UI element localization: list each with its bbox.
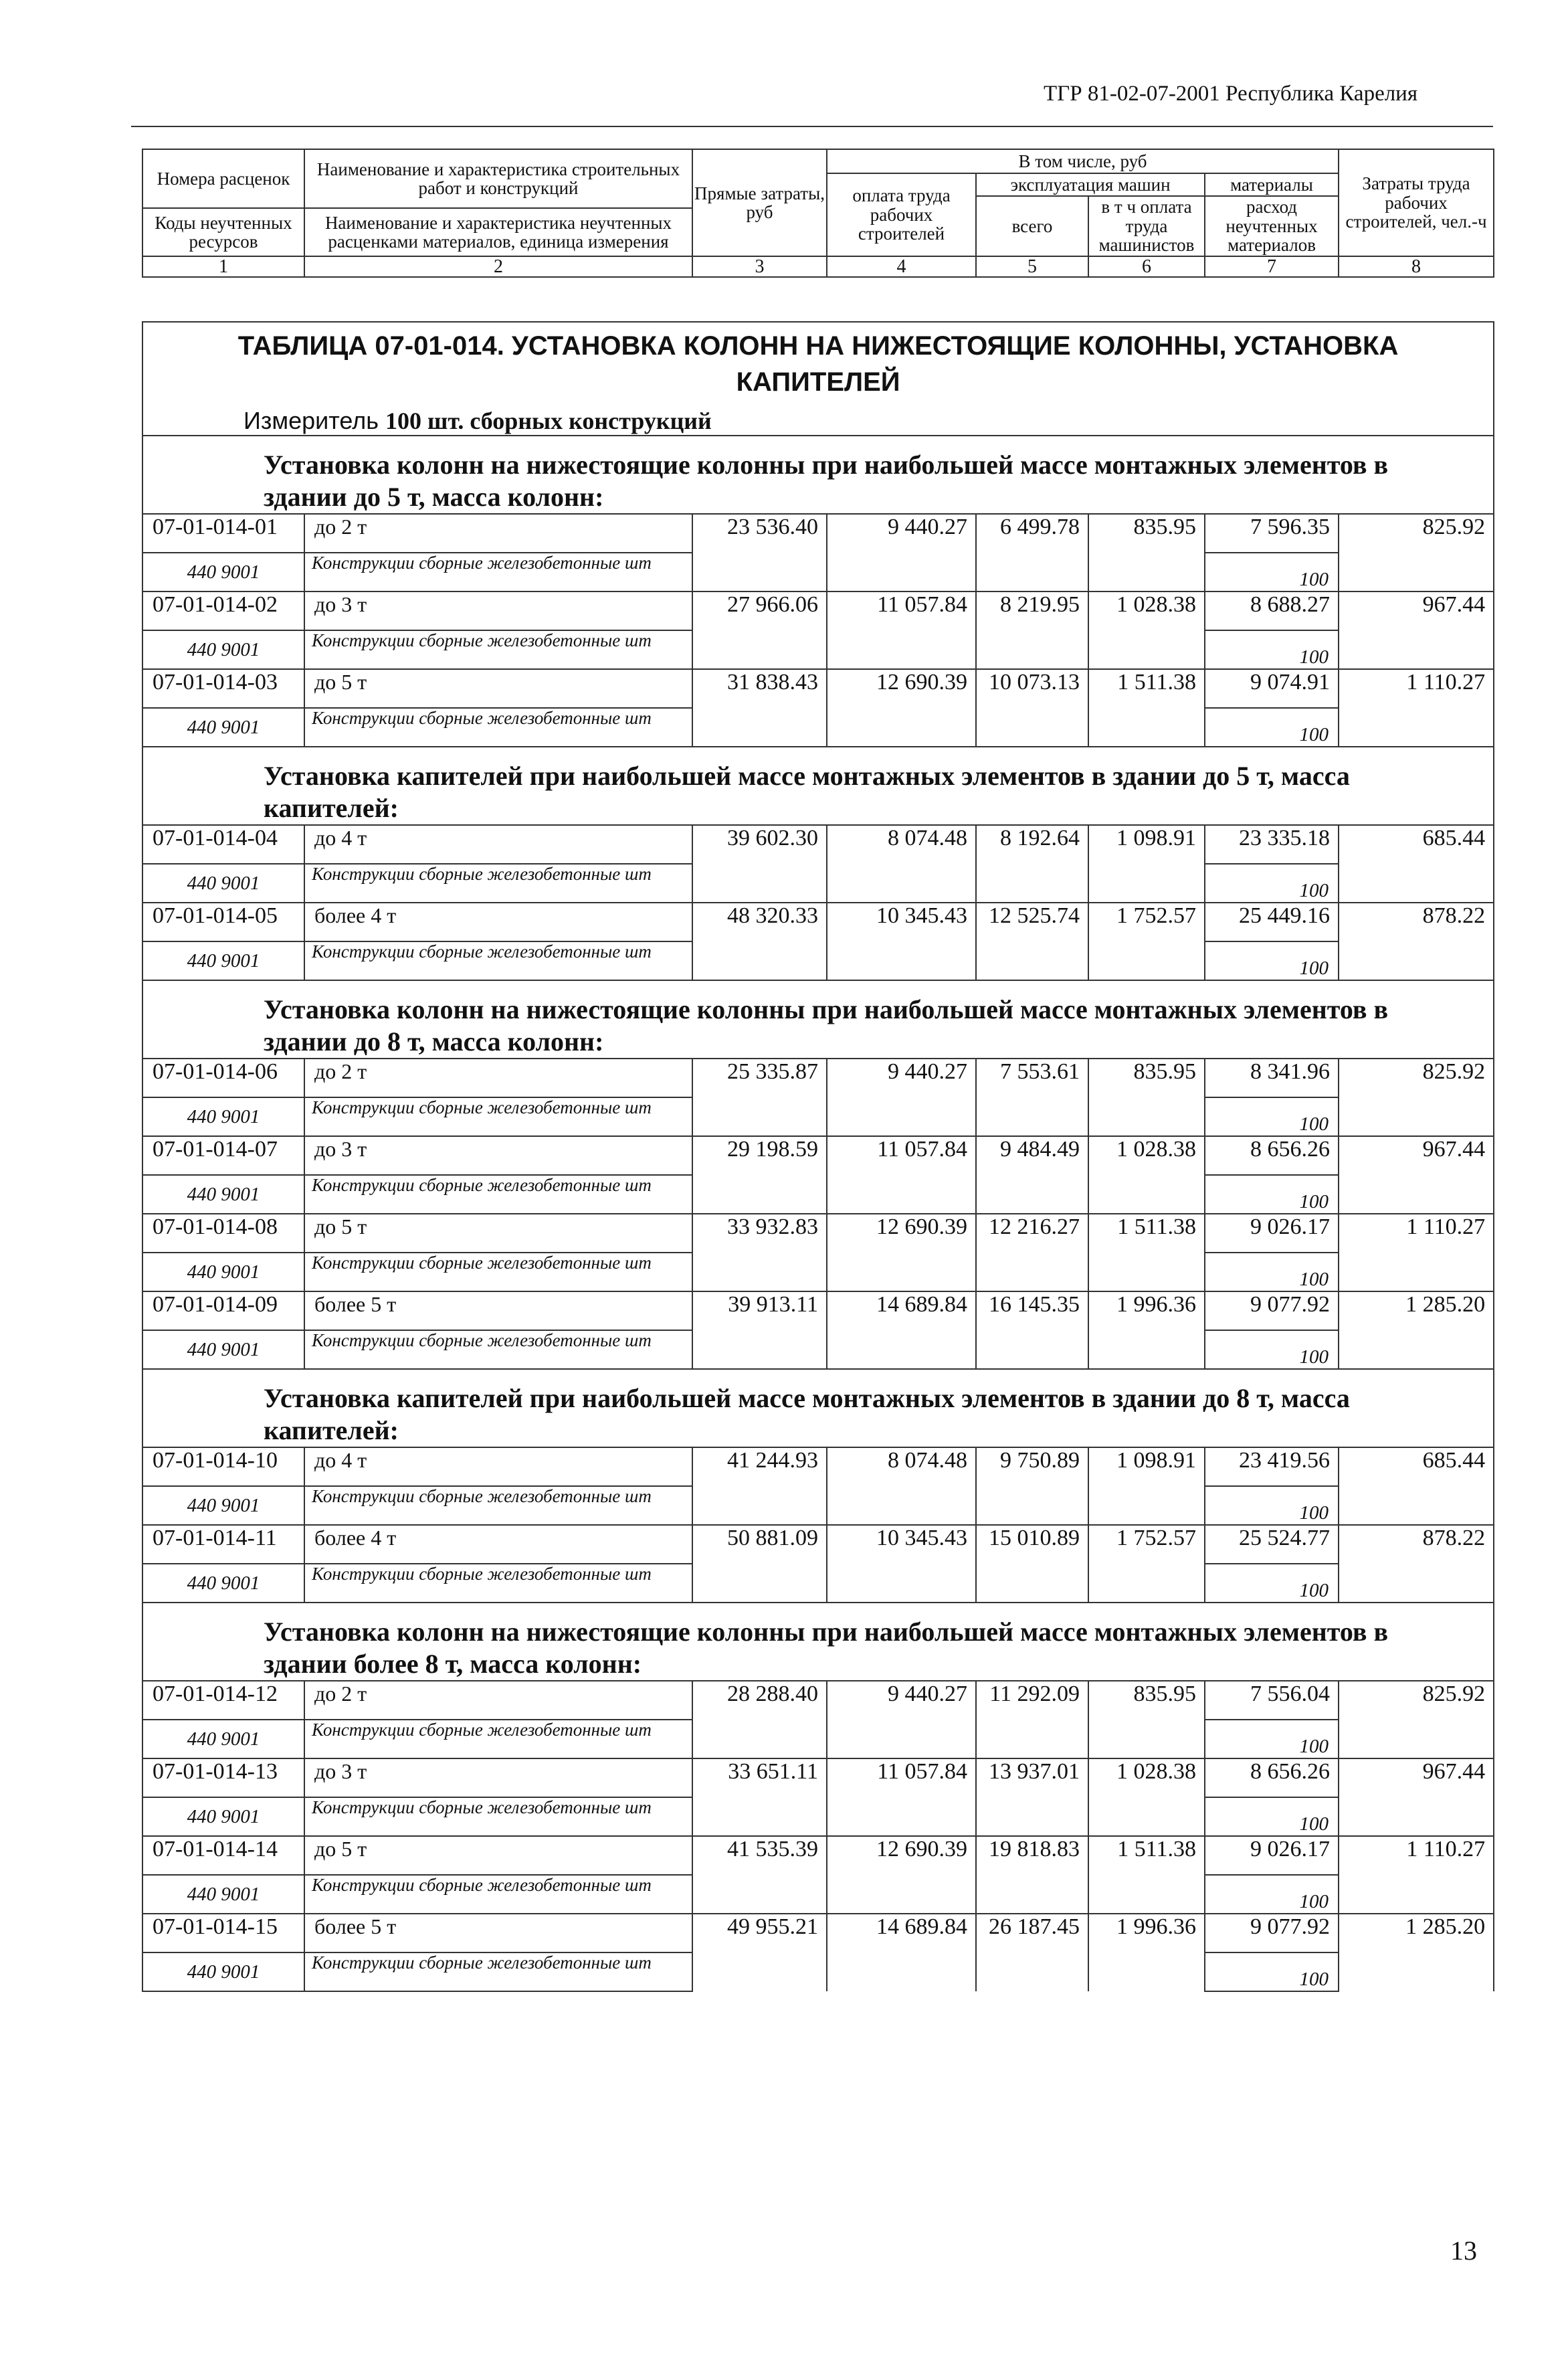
machinist-pay-value: 1 752.57 (1088, 1525, 1205, 1603)
labor-pay-value: 12 690.39 (827, 1836, 976, 1914)
rate-row (142, 1059, 1494, 1097)
work-name: до 3 т (304, 1758, 692, 1797)
material-name: Конструкции сборные железобетонные шт (304, 708, 692, 747)
work-name: до 3 т (304, 1136, 692, 1175)
material-name: Конструкции сборные железобетонные шт (304, 1720, 692, 1758)
materials-value: 8 656.26 (1205, 1136, 1339, 1175)
resource-code: 440 9001 (142, 553, 304, 592)
material-name: Конструкции сборные железобетонные шт (304, 1253, 692, 1291)
labor-hours-value: 1 285.20 (1339, 1914, 1494, 1991)
resource-code: 440 9001 (142, 1330, 304, 1369)
section-heading-cell (142, 1369, 1494, 1447)
machinist-pay-value: 835.95 (1088, 1681, 1205, 1758)
section-heading: Установка колонн на нижестоящие колонны при наибольшей массе монтажных элементов в здании более 8 т, масса колонн: (264, 1617, 1389, 1679)
direct-costs-value: 41 244.93 (692, 1447, 827, 1525)
material-quantity: 100 (1205, 1564, 1339, 1603)
material-quantity: 100 (1205, 1720, 1339, 1758)
rate-row (142, 825, 1494, 864)
material-quantity: 100 (1205, 1952, 1339, 1991)
section-heading-cell (142, 980, 1494, 1059)
rate-row (142, 903, 1494, 941)
column-number: 1 (142, 256, 304, 277)
labor-pay-value: 9 440.27 (827, 514, 976, 592)
machines-value: 9 484.49 (976, 1136, 1088, 1214)
machines-value: 8 219.95 (976, 592, 1088, 669)
direct-costs-value: 39 913.11 (692, 1291, 827, 1369)
header-including: В том числе, руб (827, 149, 1339, 173)
rate-code: 07-01-014-01 (142, 514, 304, 553)
labor-hours-value: 1 110.27 (1339, 1836, 1494, 1914)
material-name: Конструкции сборные железобетонные шт (304, 1875, 692, 1914)
resource-code: 440 9001 (142, 1486, 304, 1525)
labor-pay-value: 11 057.84 (827, 1136, 976, 1214)
column-number: 7 (1205, 256, 1339, 277)
resource-code: 440 9001 (142, 1720, 304, 1758)
resource-code: 440 9001 (142, 1797, 304, 1836)
header-material-name: Наименование и характеристика неучтенных расценками материалов, единица измерения (304, 208, 692, 256)
header-resource-codes: Коды неучтенных ресурсов (142, 208, 304, 256)
column-number: 4 (827, 256, 976, 277)
material-name: Конструкции сборные железобетонные шт (304, 864, 692, 903)
machines-value: 15 010.89 (976, 1525, 1088, 1603)
rate-code: 07-01-014-10 (142, 1447, 304, 1486)
work-name: до 5 т (304, 1836, 692, 1875)
machines-value: 7 553.61 (976, 1059, 1088, 1136)
rate-code: 07-01-014-06 (142, 1059, 304, 1097)
direct-costs-value: 41 535.39 (692, 1836, 827, 1914)
materials-value: 25 449.16 (1205, 903, 1339, 941)
machinist-pay-value: 1 028.38 (1088, 1136, 1205, 1214)
table-title: ТАБЛИЦА 07-01-014. УСТАНОВКА КОЛОНН НА НИЖЕСТОЯЩИЕ КОЛОННЫ, УСТАНОВКА КАПИТЕЛЕЙ (237, 331, 1399, 397)
rate-code: 07-01-014-04 (142, 825, 304, 864)
header-machines: эксплуатация машин (976, 173, 1205, 196)
work-name: до 4 т (304, 1447, 692, 1486)
labor-hours-value: 1 110.27 (1339, 1214, 1494, 1291)
rate-code: 07-01-014-11 (142, 1525, 304, 1564)
rates-table (142, 321, 1494, 1992)
material-name: Конструкции сборные железобетонные шт (304, 1175, 692, 1214)
material-name: Конструкции сборные железобетонные шт (304, 941, 692, 980)
material-quantity: 100 (1205, 864, 1339, 903)
rate-row (142, 1447, 1494, 1486)
rate-code: 07-01-014-05 (142, 903, 304, 941)
measurement-label: Измеритель (243, 407, 379, 434)
work-name: более 4 т (304, 903, 692, 941)
page-number: 13 (1450, 2236, 1477, 2266)
labor-pay-value: 10 345.43 (827, 903, 976, 980)
direct-costs-value: 50 881.09 (692, 1525, 827, 1603)
direct-costs-value: 28 288.40 (692, 1681, 827, 1758)
rate-row (142, 592, 1494, 630)
resource-code: 440 9001 (142, 1952, 304, 1991)
direct-costs-value: 48 320.33 (692, 903, 827, 980)
machinist-pay-value: 1 511.38 (1088, 669, 1205, 747)
resource-code: 440 9001 (142, 1564, 304, 1603)
labor-pay-value: 8 074.48 (827, 825, 976, 903)
resource-code: 440 9001 (142, 1097, 304, 1136)
materials-value: 23 419.56 (1205, 1447, 1339, 1486)
work-name: до 5 т (304, 669, 692, 708)
rate-code: 07-01-014-13 (142, 1758, 304, 1797)
direct-costs-value: 29 198.59 (692, 1136, 827, 1214)
material-quantity: 100 (1205, 1253, 1339, 1291)
materials-value: 9 026.17 (1205, 1214, 1339, 1253)
work-name: до 2 т (304, 1681, 692, 1720)
section-heading-cell (142, 747, 1494, 825)
section-heading: Установка колонн на нижестоящие колонны при наибольшей массе монтажных элементов в здании до 5 т, масса колонн: (264, 450, 1389, 512)
rate-code: 07-01-014-08 (142, 1214, 304, 1253)
rate-row (142, 1681, 1494, 1720)
material-quantity: 100 (1205, 941, 1339, 980)
direct-costs-value: 33 932.83 (692, 1214, 827, 1291)
machinist-pay-value: 1 028.38 (1088, 592, 1205, 669)
resource-code: 440 9001 (142, 941, 304, 980)
header-machinist-pay: в т ч оплата труда машинистов (1088, 196, 1205, 256)
rate-row (142, 1136, 1494, 1175)
machinist-pay-value: 835.95 (1088, 1059, 1205, 1136)
machines-value: 12 216.27 (976, 1214, 1088, 1291)
resource-code: 440 9001 (142, 1875, 304, 1914)
column-number: 6 (1088, 256, 1205, 277)
header-materials: материалы (1205, 173, 1339, 196)
header-labor-pay: оплата труда рабочих строителей (827, 173, 976, 256)
machinist-pay-value: 1 752.57 (1088, 903, 1205, 980)
header-direct-costs: Прямые затраты, руб (692, 149, 827, 256)
work-name: до 5 т (304, 1214, 692, 1253)
resource-code: 440 9001 (142, 864, 304, 903)
materials-value: 8 656.26 (1205, 1758, 1339, 1797)
measurement-value: 100 шт. сборных конструкций (385, 407, 712, 434)
machinist-pay-value: 1 511.38 (1088, 1836, 1205, 1914)
labor-pay-value: 9 440.27 (827, 1059, 976, 1136)
rate-row (142, 1525, 1494, 1564)
machines-value: 16 145.35 (976, 1291, 1088, 1369)
column-number: 3 (692, 256, 827, 277)
resource-code: 440 9001 (142, 630, 304, 669)
column-number: 8 (1339, 256, 1494, 277)
section-heading: Установка капителей при наибольшей массе монтажных элементов в здании до 5 т, масса капителей: (264, 761, 1350, 823)
labor-hours-value: 878.22 (1339, 1525, 1494, 1603)
labor-pay-value: 8 074.48 (827, 1447, 976, 1525)
labor-hours-value: 685.44 (1339, 825, 1494, 903)
material-name: Конструкции сборные железобетонные шт (304, 1797, 692, 1836)
machinist-pay-value: 1 098.91 (1088, 1447, 1205, 1525)
work-name: до 2 т (304, 514, 692, 553)
rate-code: 07-01-014-15 (142, 1914, 304, 1952)
column-number: 5 (976, 256, 1088, 277)
machines-value: 26 187.45 (976, 1914, 1088, 1991)
machinist-pay-value: 1 511.38 (1088, 1214, 1205, 1291)
rate-row (142, 1836, 1494, 1875)
materials-value: 9 074.91 (1205, 669, 1339, 708)
materials-value: 9 026.17 (1205, 1836, 1339, 1875)
machines-value: 9 750.89 (976, 1447, 1088, 1525)
machines-value: 6 499.78 (976, 514, 1088, 592)
rate-row (142, 1914, 1494, 1952)
work-name: более 5 т (304, 1291, 692, 1330)
machines-value: 12 525.74 (976, 903, 1088, 980)
header-total: всего (976, 196, 1088, 256)
machines-value: 19 818.83 (976, 1836, 1088, 1914)
rate-code: 07-01-014-09 (142, 1291, 304, 1330)
machinist-pay-value: 1 996.36 (1088, 1291, 1205, 1369)
section-heading-cell (142, 1603, 1494, 1681)
labor-pay-value: 12 690.39 (827, 1214, 976, 1291)
rate-code: 07-01-014-14 (142, 1836, 304, 1875)
machines-value: 10 073.13 (976, 669, 1088, 747)
machines-value: 8 192.64 (976, 825, 1088, 903)
machinist-pay-value: 835.95 (1088, 514, 1205, 592)
direct-costs-value: 23 536.40 (692, 514, 827, 592)
column-header-table (142, 149, 1494, 278)
labor-pay-value: 9 440.27 (827, 1681, 976, 1758)
rate-row (142, 1291, 1494, 1330)
rate-row (142, 669, 1494, 708)
rate-code: 07-01-014-12 (142, 1681, 304, 1720)
material-name: Конструкции сборные железобетонные шт (304, 1952, 692, 1991)
machines-value: 13 937.01 (976, 1758, 1088, 1836)
work-name: до 3 т (304, 592, 692, 630)
labor-hours-value: 967.44 (1339, 592, 1494, 669)
rate-code: 07-01-014-02 (142, 592, 304, 630)
machinist-pay-value: 1 028.38 (1088, 1758, 1205, 1836)
labor-pay-value: 14 689.84 (827, 1291, 976, 1369)
material-quantity: 100 (1205, 1797, 1339, 1836)
material-name: Конструкции сборные железобетонные шт (304, 1564, 692, 1603)
material-name: Конструкции сборные железобетонные шт (304, 1330, 692, 1369)
materials-value: 9 077.92 (1205, 1291, 1339, 1330)
resource-code: 440 9001 (142, 1253, 304, 1291)
material-quantity: 100 (1205, 1486, 1339, 1525)
material-quantity: 100 (1205, 1875, 1339, 1914)
direct-costs-value: 25 335.87 (692, 1059, 827, 1136)
labor-pay-value: 10 345.43 (827, 1525, 976, 1603)
material-quantity: 100 (1205, 708, 1339, 747)
section-heading: Установка капителей при наибольшей массе монтажных элементов в здании до 8 т, масса капителей: (264, 1383, 1350, 1445)
materials-value: 8 688.27 (1205, 592, 1339, 630)
labor-pay-value: 11 057.84 (827, 592, 976, 669)
materials-value: 8 341.96 (1205, 1059, 1339, 1097)
labor-pay-value: 11 057.84 (827, 1758, 976, 1836)
measurement-unit (243, 407, 1493, 435)
labor-hours-value: 967.44 (1339, 1136, 1494, 1214)
labor-hours-value: 825.92 (1339, 514, 1494, 592)
material-name: Конструкции сборные железобетонные шт (304, 1097, 692, 1136)
work-name: более 5 т (304, 1914, 692, 1952)
direct-costs-value: 33 651.11 (692, 1758, 827, 1836)
material-quantity: 100 (1205, 1097, 1339, 1136)
header-unaccounted-materials: расход неучтенных материалов (1205, 196, 1339, 256)
direct-costs-value: 49 955.21 (692, 1914, 827, 1991)
labor-hours-value: 878.22 (1339, 903, 1494, 980)
rate-code: 07-01-014-03 (142, 669, 304, 708)
material-quantity: 100 (1205, 1175, 1339, 1214)
materials-value: 9 077.92 (1205, 1914, 1339, 1952)
machines-value: 11 292.09 (976, 1681, 1088, 1758)
column-number: 2 (304, 256, 692, 277)
section-heading: Установка колонн на нижестоящие колонны при наибольшей массе монтажных элементов в здании до 8 т, масса колонн: (264, 994, 1389, 1057)
labor-hours-value: 825.92 (1339, 1059, 1494, 1136)
material-quantity: 100 (1205, 553, 1339, 592)
labor-hours-value: 967.44 (1339, 1758, 1494, 1836)
header-rule (131, 126, 1493, 127)
material-quantity: 100 (1205, 630, 1339, 669)
material-name: Конструкции сборные железобетонные шт (304, 553, 692, 592)
material-name: Конструкции сборные железобетонные шт (304, 1486, 692, 1525)
direct-costs-value: 27 966.06 (692, 592, 827, 669)
rate-row (142, 514, 1494, 553)
machinist-pay-value: 1 098.91 (1088, 825, 1205, 903)
materials-value: 23 335.18 (1205, 825, 1339, 864)
resource-code: 440 9001 (142, 708, 304, 747)
direct-costs-value: 39 602.30 (692, 825, 827, 903)
labor-pay-value: 14 689.84 (827, 1914, 976, 1991)
labor-hours-value: 685.44 (1339, 1447, 1494, 1525)
header-rate-numbers: Номера расценок (142, 149, 304, 208)
materials-value: 7 556.04 (1205, 1681, 1339, 1720)
material-quantity: 100 (1205, 1330, 1339, 1369)
section-heading-cell (142, 436, 1494, 514)
material-name: Конструкции сборные железобетонные шт (304, 630, 692, 669)
work-name: до 2 т (304, 1059, 692, 1097)
materials-value: 7 596.35 (1205, 514, 1339, 553)
rate-code: 07-01-014-07 (142, 1136, 304, 1175)
resource-code: 440 9001 (142, 1175, 304, 1214)
rate-row (142, 1214, 1494, 1253)
header-work-name: Наименование и характеристика строительных работ и конструкций (304, 149, 692, 208)
labor-pay-value: 12 690.39 (827, 669, 976, 747)
table-title-cell (142, 322, 1494, 436)
machinist-pay-value: 1 996.36 (1088, 1914, 1205, 1991)
labor-hours-value: 1 110.27 (1339, 669, 1494, 747)
labor-hours-value: 825.92 (1339, 1681, 1494, 1758)
rate-row (142, 1758, 1494, 1797)
materials-value: 25 524.77 (1205, 1525, 1339, 1564)
running-header: ТГР 81-02-07-2001 Республика Карелия (1044, 82, 1418, 106)
header-labor-costs: Затраты труда рабочих строителей, чел.-ч (1339, 149, 1494, 256)
labor-hours-value: 1 285.20 (1339, 1291, 1494, 1369)
direct-costs-value: 31 838.43 (692, 669, 827, 747)
work-name: более 4 т (304, 1525, 692, 1564)
work-name: до 4 т (304, 825, 692, 864)
